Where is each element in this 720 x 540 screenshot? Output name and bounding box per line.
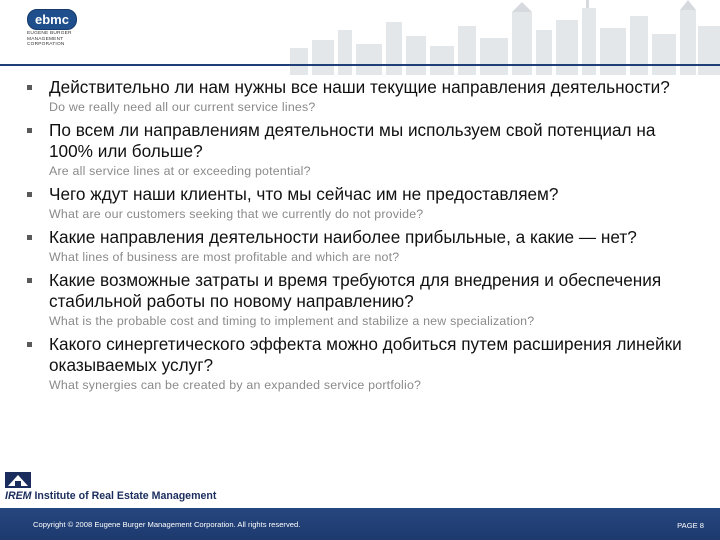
- question-russian: Какие направления деятельности наиболее прибыльные, а какие — нет?: [49, 227, 637, 247]
- irem-abbreviation: IREM: [5, 490, 32, 502]
- irem-house-icon: [5, 472, 31, 488]
- question-item: [27, 334, 697, 394]
- header-divider: [0, 64, 720, 66]
- question-english: What are our customers seeking that we currently do not provide?: [49, 207, 424, 221]
- question-english: What is the probable cost and timing to implement and stabilize a new specialization?: [49, 314, 535, 328]
- question-russian: Действительно ли нам нужны все наши текущие направления деятельности?: [49, 77, 670, 97]
- bullet-square-icon: [27, 128, 32, 133]
- question-russian: Чего ждут наши клиенты, что мы сейчас им не предоставляем?: [49, 184, 559, 204]
- bullet-square-icon: [27, 278, 32, 283]
- footer-bar: [0, 508, 720, 540]
- bullet-square-icon: [27, 235, 32, 240]
- question-item: [27, 77, 697, 116]
- question-item: [27, 227, 697, 266]
- question-russian: Какого синергетического эффекта можно добиться путем расширения линейки оказываемых услуг?: [49, 334, 682, 375]
- logo-sub-line: MANAGEMENT: [27, 36, 64, 42]
- bullet-square-icon: [27, 192, 32, 197]
- irem-wordmark: [5, 490, 216, 502]
- question-list: [27, 77, 697, 398]
- bullet-square-icon: [27, 342, 32, 347]
- question-russian: Какие возможные затраты и время требуются для внедрения и обеспечения стабильной работы по новому направлению?: [49, 270, 662, 311]
- question-english: What lines of business are most profitable and which are not?: [49, 250, 400, 264]
- question-item: [27, 184, 697, 223]
- bullet-square-icon: [27, 85, 32, 90]
- ebmc-logo-badge: ebmc: [27, 9, 77, 30]
- question-english: What synergies can be created by an expanded service portfolio?: [49, 378, 422, 392]
- page-number: PAGE 8: [677, 521, 704, 530]
- question-item: [27, 120, 697, 180]
- question-item: [27, 270, 697, 330]
- ebmc-logo-subtitle: [27, 31, 87, 48]
- logo-sub-line: EUGENE BURGER: [27, 31, 72, 36]
- copyright-text: Copyright © 2008 Eugene Burger Management Corporation. All rights reserved.: [33, 520, 301, 529]
- irem-logo: [5, 472, 225, 502]
- question-english: Do we really need all our current service lines?: [49, 100, 316, 114]
- irem-full-name: Institute of Real Estate Management: [34, 490, 217, 502]
- question-russian: По всем ли направлениям деятельности мы используем свой потенциал на 100% или больше?: [49, 120, 656, 161]
- logo-sub-line: CORPORATION: [27, 42, 65, 48]
- question-english: Are all service lines at or exceeding potential?: [49, 164, 311, 178]
